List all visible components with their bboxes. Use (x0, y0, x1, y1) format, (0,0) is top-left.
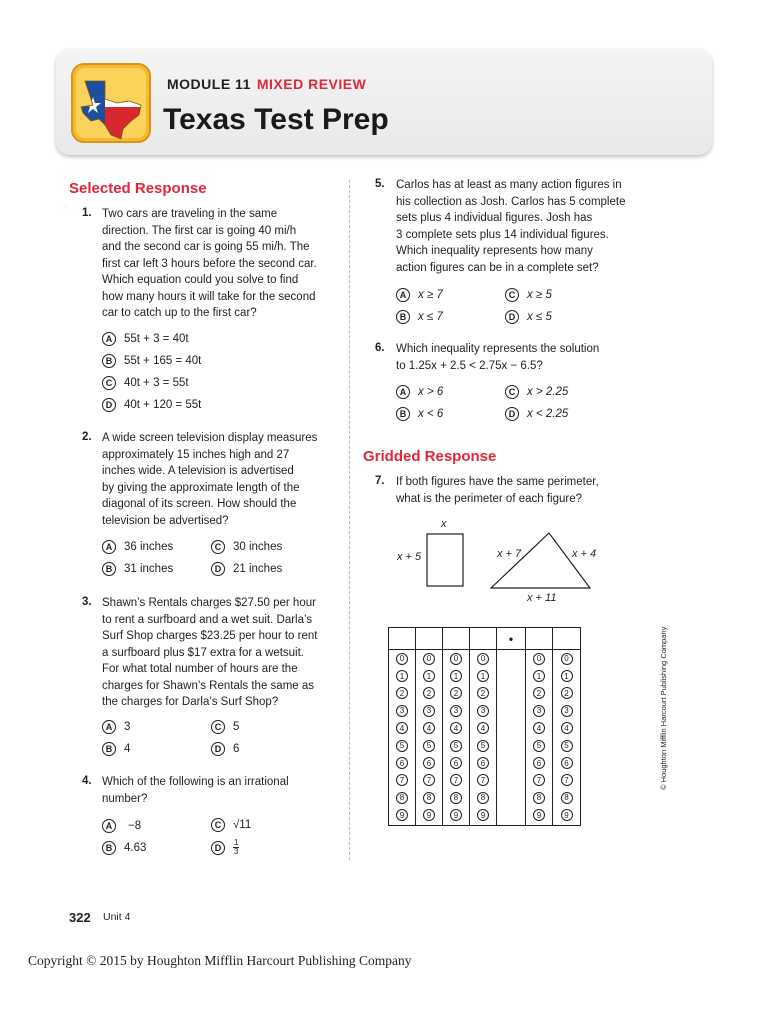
mixed-review-label: MIXED REVIEW (256, 76, 367, 92)
triangle-figure (486, 525, 596, 595)
module-label (167, 76, 366, 92)
question-6-number: 6. (375, 342, 385, 354)
answer-choice[interactable]: A 36 inches (102, 540, 173, 554)
texas-flag-logo-icon (71, 63, 151, 143)
tri-right-label: x + 4 (572, 548, 597, 560)
grid-column[interactable]: 0 1 2 3 4 5 6 7 8 9 (470, 628, 497, 825)
question-3-number: 3. (82, 596, 92, 608)
question-5-number: 5. (375, 178, 385, 190)
answer-choice[interactable]: D 40t + 120 = 55t (102, 398, 201, 412)
answer-choice[interactable]: A x > 6 (396, 385, 443, 399)
unit-label: Unit 4 (103, 911, 131, 923)
copyright-notice: Copyright © 2015 by Houghton Mifflin Harcourt Publishing Company (28, 953, 412, 968)
answer-choice[interactable]: A 55t + 3 = 40t (102, 332, 189, 346)
answer-choice[interactable]: C x ≥ 5 (505, 288, 552, 302)
question-6-text: Which inequality represents the solution to 1.25x + 2.5 < 2.75x − 6.5? (396, 343, 600, 372)
answer-grid (388, 627, 581, 826)
rectangle-figure (420, 530, 470, 590)
grid-column[interactable]: 0 1 2 3 4 5 6 7 8 9 (416, 628, 443, 825)
side-copyright: © Houghton Mifflin Harcourt Publishing Company (659, 626, 668, 790)
answer-choice[interactable]: C 40t + 3 = 55t (102, 376, 189, 390)
answer-choice[interactable]: C x > 2.25 (505, 385, 568, 399)
answer-choice[interactable]: C √11 (211, 818, 251, 832)
answer-choice[interactable]: A −8 (102, 819, 141, 833)
grid-column[interactable]: 0 1 2 3 4 5 6 7 8 9 (526, 628, 553, 825)
tri-left-label: x + 7 (497, 548, 522, 560)
rect-top-label: x (441, 518, 447, 530)
question-4-text: Which of the following is an irrational number? (102, 776, 289, 805)
answer-choice[interactable]: D 21 inches (211, 562, 282, 576)
answer-choice[interactable]: D 6 (211, 742, 239, 756)
question-2-number: 2. (82, 431, 92, 443)
answer-choice[interactable]: B x < 6 (396, 407, 443, 421)
rect-left-label: x + 5 (397, 551, 422, 563)
tri-bottom-label: x + 11 (527, 592, 557, 604)
question-5-text: Carlos has at least as many action figures in his collection as Josh. Carlos has 5 complete sets plus 4 individual figures. Josh has 3 complete sets plus 14 individual figures. Which inequality represents how many action figures can be in a complete set? (396, 179, 626, 274)
question-1-number: 1. (82, 207, 92, 219)
question-7-number: 7. (375, 475, 385, 487)
grid-column[interactable]: 0 1 2 3 4 5 6 7 8 9 (553, 628, 580, 825)
answer-choice[interactable]: C 5 (211, 720, 239, 734)
grid-column[interactable]: 0 1 2 3 4 5 6 7 8 9 (443, 628, 470, 825)
selected-response-heading: Selected Response (69, 180, 207, 197)
answer-choice[interactable]: B 4.63 (102, 841, 146, 855)
answer-choice[interactable]: D x < 2.25 (505, 407, 568, 421)
column-divider (349, 180, 350, 860)
page-number: 322 (69, 910, 91, 925)
question-2-text: A wide screen television display measures approximately 15 inches high and 27 inches wide. A television is advertised by giving the approximate length of the diagonal of its screen. How should the television be advertised? (102, 432, 318, 527)
grid-column[interactable]: 0 1 2 3 4 5 6 7 8 9 (389, 628, 416, 825)
module-number: MODULE 11 (167, 76, 251, 92)
answer-choice[interactable]: D $\frac{1}{3}$ (211, 839, 239, 856)
answer-choice[interactable]: B x ≤ 7 (396, 310, 443, 324)
question-3-text: Shawn’s Rentals charges $27.50 per hour to rent a surfboard and a wet suit. Darla’s Surf Shop charges $23.25 per hour to rent a surfboard plus $17 extra for a wetsuit. For what total number of hours are the charges for Shawn’s Rentals the same as the charges for Darla’s Surf Shop? (102, 597, 318, 708)
question-7-text: If both figures have the same perimeter, what is the perimeter of each figure? (396, 476, 599, 505)
answer-choice[interactable]: D x ≤ 5 (505, 310, 552, 324)
answer-choice[interactable]: B 4 (102, 742, 130, 756)
answer-choice[interactable]: A 3 (102, 720, 130, 734)
page-title: Texas Test Prep (163, 103, 389, 136)
answer-choice[interactable]: B 31 inches (102, 562, 173, 576)
question-1-text: Two cars are traveling in the same direction. The first car is going 40 mi/h and the second car is going 55 mi/h. The first car left 3 hours before the second car. Which equation could you solve to find how many hours it will take for the second car to catch up to the first car? (102, 208, 317, 319)
header-banner (56, 49, 712, 155)
fraction: $\frac{1}{3}$ (234, 838, 239, 856)
gridded-response-heading: Gridded Response (363, 448, 497, 465)
question-4-number: 4. (82, 775, 92, 787)
answer-choice[interactable]: A x ≥ 7 (396, 288, 443, 302)
decimal-column (497, 628, 526, 825)
answer-choice[interactable]: C 30 inches (211, 540, 282, 554)
answer-choice[interactable]: B 55t + 165 = 40t (102, 354, 201, 368)
decimal-point: • (497, 628, 525, 650)
